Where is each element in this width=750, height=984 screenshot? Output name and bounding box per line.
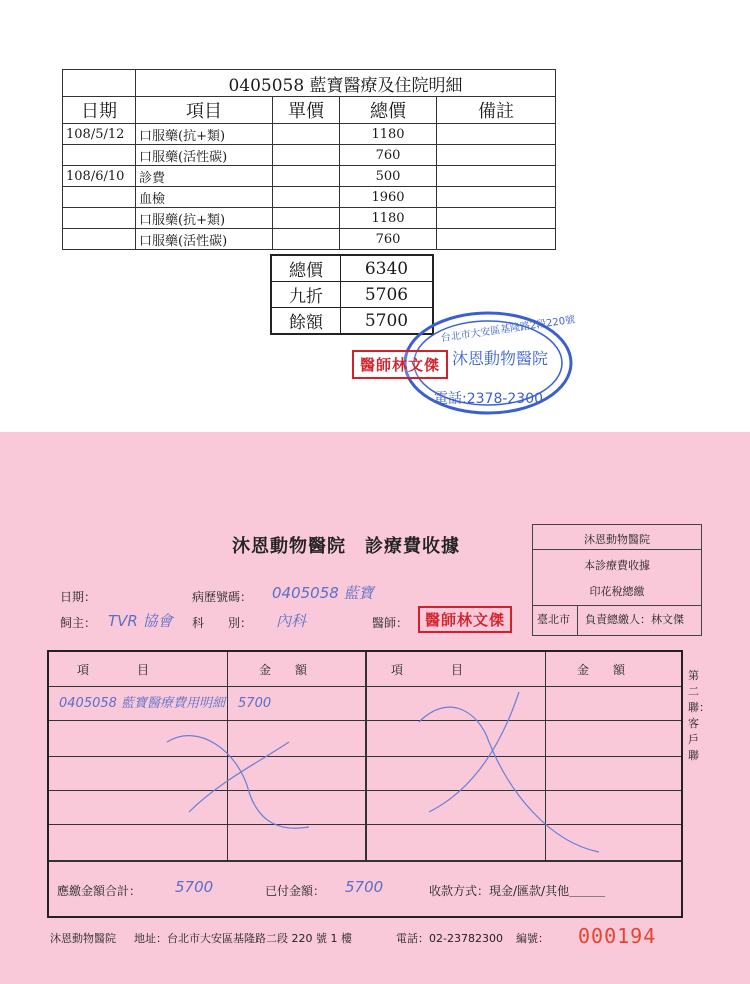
owner-label: 飼主： (60, 616, 97, 630)
payment-method: 收款方式：現金/匯款/其他＿＿＿ (429, 884, 606, 898)
table-row (63, 145, 556, 166)
row-date: 108/5/12 (63, 124, 136, 145)
row-note (437, 166, 556, 187)
table-row (63, 124, 556, 145)
dept-label: 科 別： (192, 616, 253, 630)
row-item: 口服藥(抗+類) (136, 208, 273, 229)
col-item-1: 項 目 (77, 663, 150, 677)
row-total: 760 (340, 145, 437, 166)
due-label: 應繳金額合計： (57, 884, 142, 898)
paid-label: 已付金額： (265, 884, 326, 898)
stamp-tax-line2: 本診療費收據 (584, 559, 650, 572)
row-note (437, 187, 556, 208)
row-unit (273, 166, 340, 187)
total-label: 總價 (271, 255, 341, 282)
row-item: 口服藥(抗+類) (136, 124, 273, 145)
total-value: 6340 (341, 255, 434, 282)
paid-value: 5700 (345, 878, 384, 896)
stamp-tax-line1: 沐恩動物醫院 (584, 533, 650, 546)
col-item-2: 項 目 (391, 663, 464, 677)
statement-title: 0405058 藍寶醫療及住院明細 (136, 70, 556, 97)
row-unit (273, 124, 340, 145)
statement-table (62, 69, 556, 250)
header-unit-price: 單價 (273, 97, 340, 124)
footer-clinic: 沐恩動物醫院 (50, 932, 116, 945)
row-unit (273, 229, 340, 250)
footer-address: 地址：台北市大安區基隆路二段 220 號 1 樓 (134, 932, 352, 945)
row-unit (273, 145, 340, 166)
row-note (437, 229, 556, 250)
col-amount-2: 金 額 (577, 663, 626, 677)
stamp-clinic-name: 沐恩動物醫院 (452, 349, 549, 368)
row-date (63, 187, 136, 208)
record-label: 病歷號碼： (192, 590, 253, 604)
row-unit (273, 187, 340, 208)
receipt-title: 沐恩動物醫院 診療費收據 (232, 536, 460, 557)
header-total: 總價 (340, 97, 437, 124)
doctor-stamp: 醫師林文傑 (352, 350, 448, 379)
header-note: 備註 (437, 97, 556, 124)
footer-phone: 電話：02-23782300 (396, 932, 503, 945)
row-item: 血檢 (136, 187, 273, 208)
serial-number: 000194 (578, 924, 657, 948)
row-total: 500 (340, 166, 437, 187)
row-total: 1180 (340, 124, 437, 145)
void-cross-marks (49, 652, 681, 860)
discount-value: 5706 (341, 282, 434, 308)
table-row (63, 229, 556, 250)
stamp-tax-box (532, 524, 702, 636)
row-unit (273, 208, 340, 229)
ledger-grid (47, 650, 683, 918)
row-item: 口服藥(活性碳) (136, 229, 273, 250)
stamp-tax-city: 臺北市 (537, 613, 570, 626)
stamp-tax-person: 負責總繳人：林文傑 (585, 613, 684, 626)
owner-value: TVR 協會 (108, 612, 173, 630)
stamp-phone: 電話:2378-2300 (434, 391, 544, 407)
row-date (63, 208, 136, 229)
date-label: 日期： (60, 590, 97, 604)
balance-label: 餘額 (271, 308, 341, 335)
table-row (63, 166, 556, 187)
record-value: 0405058 藍寶 (272, 584, 374, 602)
col-amount-1: 金 額 (259, 663, 308, 677)
header-date: 日期 (63, 97, 136, 124)
row-note (437, 208, 556, 229)
row-date: 108/6/10 (63, 166, 136, 187)
row-item: 口服藥(活性碳) (136, 145, 273, 166)
receipt-doctor-stamp: 醫師林文傑 (418, 606, 512, 633)
row-total: 760 (340, 229, 437, 250)
dept-value: 內科 (276, 612, 307, 630)
balance-value: 5700 (341, 308, 434, 335)
header-item: 項目 (136, 97, 273, 124)
row-date (63, 229, 136, 250)
receipt (0, 432, 750, 984)
row-total: 1960 (340, 187, 437, 208)
row-note (437, 124, 556, 145)
line-item-entry: 0405058 藍寶醫療費用明細 5700 (59, 696, 272, 711)
discount-label: 九折 (271, 282, 341, 308)
row-item: 診費 (136, 166, 273, 187)
stamp-address: 台北市大安區基隆路2段220號 (440, 314, 576, 345)
row-date (63, 145, 136, 166)
table-row (63, 187, 556, 208)
due-value: 5700 (175, 878, 214, 896)
stamp-tax-line3: 印花稅總繳 (589, 585, 645, 598)
row-note (437, 145, 556, 166)
table-row (63, 208, 556, 229)
footer-number-label: 編號： (516, 932, 549, 945)
row-total: 1180 (340, 208, 437, 229)
copy-label: 第二聯：客戶聯 (688, 669, 710, 762)
doctor-label: 醫師： (372, 616, 409, 630)
